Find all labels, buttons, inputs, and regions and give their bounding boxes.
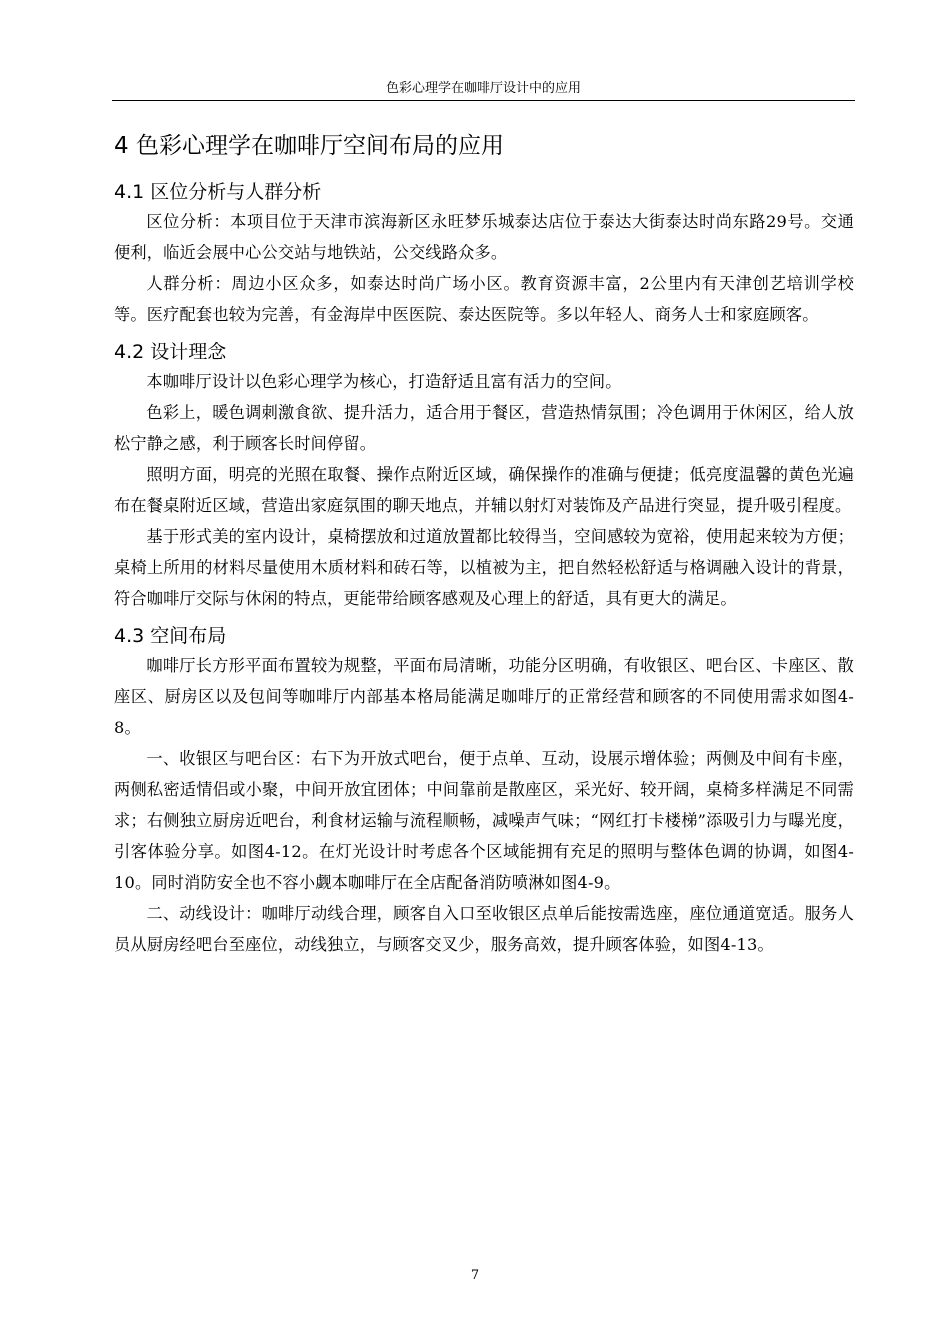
section-title-4-2: 4.2 设计理念 xyxy=(114,341,227,363)
paragraph: 色彩上，暖色调刺激食欲、提升活力，适合用于餐区，营造热情氛围；冷色调用于休闲区，给人放松宁静之感，利于顾客长时间停留。 xyxy=(114,403,854,453)
paragraph: 基于形式美的室内设计，桌椅摆放和过道放置都比较得当，空间感较为宽裕，使用起来较为方便；桌椅上所用的材料尽量使用木质材料和砖石等，以植被为主，把自然轻松舒适与格调融入设计的背景，符合咖啡厅交际与休闲的特点，更能带给顾客感观及心理上的舒适，具有更大的满足。 xyxy=(114,527,854,608)
section-title-4-1: 4.1 区位分析与人群分析 xyxy=(114,181,322,203)
running-header: 色彩心理学在咖啡厅设计中的应用 xyxy=(385,81,581,96)
chapter-title: 4 色彩心理学在咖啡厅空间布局的应用 xyxy=(114,133,504,159)
page-number: 7 xyxy=(470,1268,480,1283)
paragraph: 人群分析：周边小区众多，如泰达时尚广场小区。教育资源丰富，2公里内有天津创艺培训学校等。医疗配套也较为完善，有金海岸中医医院、泰达医院等。多以年轻人、商务人士和家庭顾客。 xyxy=(114,274,854,324)
paragraph: 二、动线设计：咖啡厅动线合理，顾客自入口至收银区点单后能按需选座，座位通道宽适。服务人员从厨房经吧台至座位，动线独立，与顾客交叉少，服务高效，提升顾客体验，如图4-13。 xyxy=(114,904,854,954)
header-rule xyxy=(112,100,855,101)
section-title-4-3: 4.3 空间布局 xyxy=(114,625,227,647)
paragraph: 照明方面，明亮的光照在取餐、操作点附近区域，确保操作的准确与便捷；低亮度温馨的黄色光遍布在餐桌附近区域，营造出家庭氛围的聊天地点，并辅以射灯对装饰及产品进行突显，提升吸引程度。 xyxy=(114,465,854,515)
paragraph: 咖啡厅长方形平面布置较为规整，平面布局清晰，功能分区明确，有收银区、吧台区、卡座区、散座区、厨房区以及包间等咖啡厅内部基本格局能满足咖啡厅的正常经营和顾客的不同使用需求如图4-8。 xyxy=(114,656,854,737)
page-body xyxy=(114,120,854,960)
paragraph: 一、收银区与吧台区：右下为开放式吧台，便于点单、互动，设展示增体验；两侧及中间有卡座，两侧私密适情侣或小聚，中间开放宜团体；中间靠前是散座区，采光好、较开阔，桌椅多样满足不同需求；右侧独立厨房近吧台，利食材运输与流程顺畅，减噪声气味；“网红打卡楼梯”添吸引力与曝光度，引客体验分享。如图4-12。在灯光设计时考虑各个区域能拥有充足的照明与整体色调的协调，如图4-10。同时消防安全也不容小觑本咖啡厅在全店配备消防喷淋如图4-9。 xyxy=(114,749,854,892)
paragraph: 本咖啡厅设计以色彩心理学为核心，打造舒适且富有活力的空间。 xyxy=(146,372,622,391)
paragraph: 区位分析：本项目位于天津市滨海新区永旺梦乐城泰达店位于泰达大街泰达时尚东路29号。交通便利，临近会展中心公交站与地铁站，公交线路众多。 xyxy=(114,212,854,262)
